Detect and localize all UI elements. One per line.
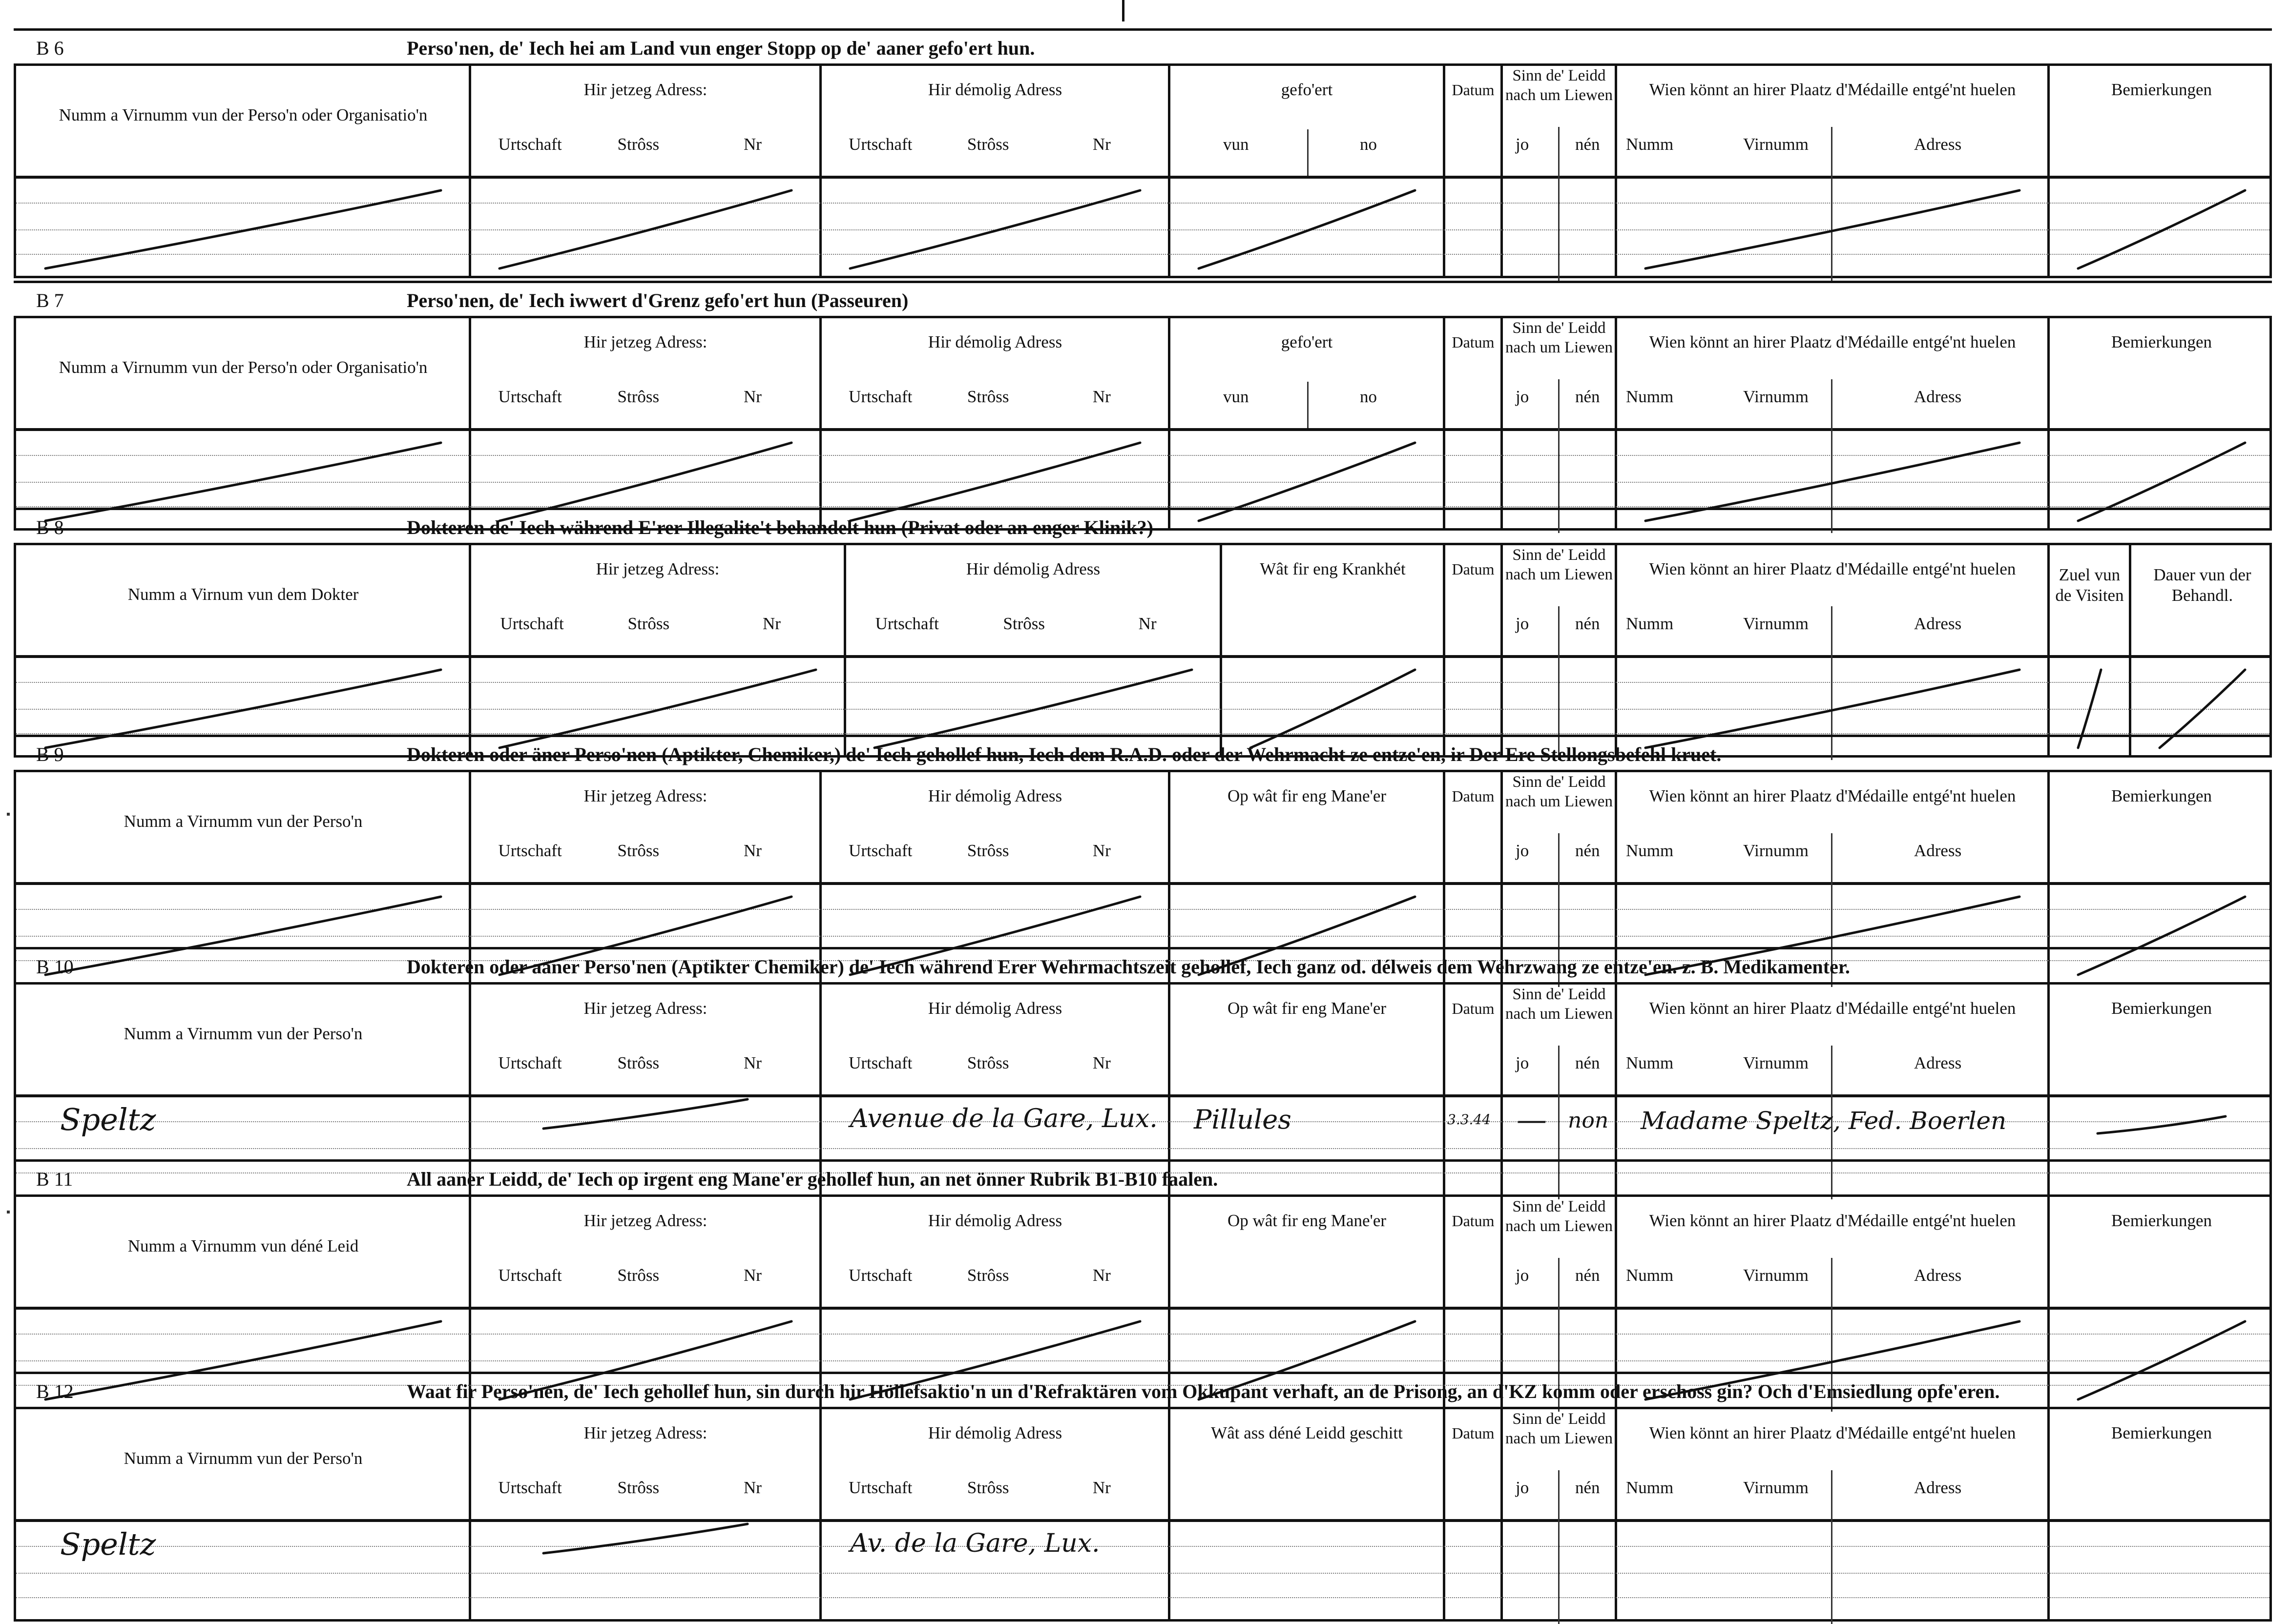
to-subheader: no xyxy=(1360,387,1377,406)
vun-no-divider xyxy=(1307,382,1309,428)
town-subheader: Urtschaft xyxy=(849,841,913,860)
remarks-column-header: Bemierkungen xyxy=(2111,80,2212,99)
remarks-column-header: Bemierkungen xyxy=(2111,1423,2212,1442)
handwritten-no: non xyxy=(1568,1108,1609,1133)
town-subheader: Urtschaft xyxy=(498,387,562,406)
cancel-stroke xyxy=(1641,185,2024,273)
firstname-subheader: Virnumm xyxy=(1743,1053,1809,1072)
margin-dot xyxy=(7,1211,10,1213)
section-title: Dokteren oder äner Perso'nen (Aptikter, Chemiker,) de' Iech gehollef hun, Iech dem R.A.D. oder der Wehrmacht ze entze'en, ir Der Ere Stellongsbefehl kruet. xyxy=(407,743,1722,765)
street-subheader: Strôss xyxy=(967,135,1009,154)
surname-subheader: Numm xyxy=(1626,841,1674,860)
cancel-stroke xyxy=(2073,185,2250,273)
number-subheader: Nr xyxy=(1092,1053,1111,1072)
section-code: B 10 xyxy=(36,956,74,978)
street-subheader: Strôss xyxy=(617,1266,660,1285)
no-subheader: nén xyxy=(1575,614,1600,633)
handwritten-yes: — xyxy=(1517,1102,1547,1137)
row-divider xyxy=(16,176,2269,179)
medal-name-divider xyxy=(1831,1470,1832,1624)
yes-subheader: jo xyxy=(1516,614,1529,633)
name-column-header: Numm a Virnumm vun der Perso'n xyxy=(124,1449,363,1468)
alive-column-header: Sinn de' Leidd nach um Liewen xyxy=(1505,67,1613,104)
visits-column-header: Zuel vun de Visiten xyxy=(2055,565,2124,605)
number-subheader: Nr xyxy=(1138,614,1157,633)
margin-dot xyxy=(7,813,10,816)
vun-no-divider xyxy=(1307,129,1309,176)
no-subheader: nén xyxy=(1575,135,1600,154)
section-code: B 6 xyxy=(36,37,64,59)
jo-nen-divider xyxy=(1558,1470,1560,1624)
cancel-stroke xyxy=(495,185,796,273)
no-subheader: nén xyxy=(1575,1266,1600,1285)
name-column-header: Numm a Virnumm vun der Perso'n oder Organisatio'n xyxy=(59,105,428,124)
row-divider xyxy=(16,428,2269,431)
section-title: All aaner Leidd, de' Iech op irgent eng Mane'er gehollef hun, an net önner Rubrik B1-B10 faalen. xyxy=(407,1168,1218,1190)
detail-column-header: Wât ass déné Leidd geschitt xyxy=(1211,1423,1403,1442)
section-header xyxy=(14,281,2272,317)
address-subheader: Adress xyxy=(1914,387,1962,406)
street-subheader: Strôss xyxy=(967,841,1009,860)
handwritten-former-address: Avenue de la Gare, Lux. xyxy=(850,1104,1158,1133)
to-subheader: no xyxy=(1360,135,1377,154)
street-subheader: Strôss xyxy=(617,135,660,154)
detail-column-header: Op wât fir eng Mane'er xyxy=(1227,786,1387,805)
former-address-header: Hir démolig Adress xyxy=(928,80,1062,99)
no-subheader: nén xyxy=(1575,841,1600,860)
handwritten-method: Pillules xyxy=(1194,1104,1291,1135)
town-subheader: Urtschaft xyxy=(849,1478,913,1497)
number-subheader: Nr xyxy=(744,1266,762,1285)
from-subheader: vun xyxy=(1223,135,1249,154)
row-divider xyxy=(16,1307,2269,1310)
alive-column-header: Sinn de' Leidd nach um Liewen xyxy=(1505,773,1613,810)
street-subheader: Strôss xyxy=(967,1478,1009,1497)
town-subheader: Urtschaft xyxy=(498,1266,562,1285)
section-code: B 7 xyxy=(36,289,64,311)
section-table xyxy=(14,1407,2272,1622)
cancel-stroke xyxy=(1194,185,1420,273)
row-divider xyxy=(16,882,2269,885)
form-section xyxy=(14,508,2272,758)
detail-column-header: gefo'ert xyxy=(1281,332,1333,351)
no-subheader: nén xyxy=(1575,1053,1600,1072)
section-code: B 11 xyxy=(36,1168,73,1190)
row-divider xyxy=(16,655,2269,658)
current-address-header: Hir jetzeg Adress: xyxy=(583,999,708,1018)
form-section xyxy=(14,28,2272,278)
street-subheader: Strôss xyxy=(627,614,670,633)
town-subheader: Urtschaft xyxy=(849,1266,913,1285)
street-subheader: Strôss xyxy=(967,387,1009,406)
date-column-header: Datum xyxy=(1452,1212,1495,1230)
remarks-column-header: Bemierkungen xyxy=(2111,999,2212,1018)
address-subheader: Adress xyxy=(1914,841,1962,860)
section-header xyxy=(14,735,2272,771)
section-header xyxy=(14,508,2272,544)
section-title: Perso'nen, de' Iech iwwert d'Grenz gefo'ert hun (Passeuren) xyxy=(407,289,909,311)
medal-column-header: Wien könnt an hirer Plaatz d'Médaille entgé'nt huelen xyxy=(1649,999,2016,1018)
no-subheader: nén xyxy=(1575,387,1600,406)
street-subheader: Strôss xyxy=(617,1053,660,1072)
surname-subheader: Numm xyxy=(1626,135,1674,154)
name-column-header: Numm a Virnumm vun der Perso'n oder Organisatio'n xyxy=(59,358,428,377)
address-subheader: Adress xyxy=(1914,614,1962,633)
medal-column-header: Wien könnt an hirer Plaatz d'Médaille entgé'nt huelen xyxy=(1649,1211,2016,1230)
name-column-header: Numm a Virnumm vun déné Leid xyxy=(127,1236,359,1255)
section-title: Dokteren oder aaner Perso'nen (Aptikter Chemiker) de' Iech während Erer Wehrmachtszeit gehollef, Iech ganz od. délweis dem Wehrzwang ze entze'en. z. B. Medikamenter. xyxy=(407,956,1850,978)
number-subheader: Nr xyxy=(1092,135,1111,154)
firstname-subheader: Virnumm xyxy=(1743,1478,1809,1497)
no-subheader: nén xyxy=(1575,1478,1600,1497)
section-title: Perso'nen, de' Iech hei am Land vun enger Stopp op de' aaner gefo'ert hun. xyxy=(407,37,1035,59)
former-address-header: Hir démolig Adress xyxy=(966,559,1101,578)
form-section xyxy=(14,1372,2272,1622)
number-subheader: Nr xyxy=(1092,1266,1111,1285)
section-header xyxy=(14,28,2272,65)
cancel-stroke xyxy=(539,1094,752,1133)
writing-line xyxy=(16,1148,2269,1149)
street-subheader: Strôss xyxy=(1003,614,1045,633)
number-subheader: Nr xyxy=(763,614,781,633)
detail-column-header: Wât fir eng Krankhét xyxy=(1260,559,1406,578)
yes-subheader: jo xyxy=(1516,135,1529,154)
handwritten-former-address: Av. de la Gare, Lux. xyxy=(850,1529,1100,1558)
former-address-header: Hir démolig Adress xyxy=(928,332,1062,351)
town-subheader: Urtschaft xyxy=(498,135,562,154)
number-subheader: Nr xyxy=(744,1053,762,1072)
jo-nen-divider xyxy=(1558,127,1560,281)
section-title: Dokteren de' Iech während E'rer Illegalite't behandelt hun (Privat oder an enger Klinik?) xyxy=(407,516,1153,538)
remarks-column-header: Bemierkungen xyxy=(2111,1211,2212,1230)
street-subheader: Strôss xyxy=(617,841,660,860)
town-subheader: Urtschaft xyxy=(849,1053,913,1072)
remarks-column-header: Bemierkungen xyxy=(2111,786,2212,805)
yes-subheader: jo xyxy=(1516,1266,1529,1285)
firstname-subheader: Virnumm xyxy=(1743,1266,1809,1285)
section-code: B 12 xyxy=(36,1380,74,1402)
firstname-subheader: Virnumm xyxy=(1743,614,1809,633)
medal-column-header: Wien könnt an hirer Plaatz d'Médaille entgé'nt huelen xyxy=(1649,332,2016,351)
number-subheader: Nr xyxy=(744,1478,762,1497)
current-address-header: Hir jetzeg Adress: xyxy=(583,332,708,351)
name-column-header: Numm a Virnum vun dem Dokter xyxy=(127,585,359,604)
date-column-header: Datum xyxy=(1452,560,1495,578)
alive-column-header: Sinn de' Leidd nach um Liewen xyxy=(1505,1198,1613,1235)
surname-subheader: Numm xyxy=(1626,387,1674,406)
section-title: Waat fir Perso'nen, de' Iech gehollef hun, sin durch hir Höllefsaktio'n un d'Refraktären vom Okkupant verhaft, an de Prisong, an d'KZ komm oder erschoss gin? Och d'Emsiedlung opfe'eren. xyxy=(407,1380,2000,1402)
cancel-stroke xyxy=(2093,1111,2230,1138)
column-divider xyxy=(1615,1409,1617,1619)
yes-subheader: jo xyxy=(1516,841,1529,860)
town-subheader: Urtschaft xyxy=(498,1478,562,1497)
column-divider xyxy=(1615,66,1617,276)
number-subheader: Nr xyxy=(1092,387,1111,406)
surname-subheader: Numm xyxy=(1626,1266,1674,1285)
address-subheader: Adress xyxy=(1914,135,1962,154)
street-subheader: Strôss xyxy=(967,1053,1009,1072)
cancel-stroke xyxy=(41,185,446,273)
address-subheader: Adress xyxy=(1914,1266,1962,1285)
firstname-subheader: Virnumm xyxy=(1743,387,1809,406)
town-subheader: Urtschaft xyxy=(498,1053,562,1072)
duration-column-header: Dauer vun der Behandl. xyxy=(2153,565,2251,605)
surname-subheader: Numm xyxy=(1626,1053,1674,1072)
top-margin-mark xyxy=(1122,0,1124,21)
section-header xyxy=(14,1372,2272,1408)
yes-subheader: jo xyxy=(1516,1478,1529,1497)
medal-column-header: Wien könnt an hirer Plaatz d'Médaille entgé'nt huelen xyxy=(1649,559,2016,578)
date-column-header: Datum xyxy=(1452,787,1495,805)
from-subheader: vun xyxy=(1223,387,1249,406)
date-column-header: Datum xyxy=(1452,333,1495,351)
name-column-header: Numm a Virnumm vun der Perso'n xyxy=(124,812,363,831)
current-address-header: Hir jetzeg Adress: xyxy=(583,786,708,805)
current-address-header: Hir jetzeg Adress: xyxy=(596,559,720,578)
writing-line xyxy=(16,1573,2269,1574)
cancel-stroke xyxy=(539,1519,752,1558)
surname-subheader: Numm xyxy=(1626,1478,1674,1497)
former-address-header: Hir démolig Adress xyxy=(928,999,1062,1018)
date-column-header: Datum xyxy=(1452,81,1495,99)
row-divider xyxy=(16,1519,2269,1522)
section-code: B 8 xyxy=(36,516,64,538)
street-subheader: Strôss xyxy=(967,1266,1009,1285)
alive-column-header: Sinn de' Leidd nach um Liewen xyxy=(1505,319,1613,356)
section-table xyxy=(14,316,2272,531)
writing-line xyxy=(16,1597,2269,1598)
handwritten-date: 3.3.44 xyxy=(1447,1111,1491,1128)
town-subheader: Urtschaft xyxy=(875,614,939,633)
writing-line xyxy=(16,1546,2269,1547)
column-divider xyxy=(1615,545,1617,755)
section-header xyxy=(14,1159,2272,1196)
town-subheader: Urtschaft xyxy=(849,387,913,406)
section-code: B 9 xyxy=(36,743,64,765)
town-subheader: Urtschaft xyxy=(500,614,564,633)
form-section xyxy=(14,281,2272,531)
yes-subheader: jo xyxy=(1516,387,1529,406)
former-address-header: Hir démolig Adress xyxy=(928,1423,1062,1442)
detail-column-header: Op wât fir eng Mane'er xyxy=(1227,1211,1387,1230)
medal-column-header: Wien könnt an hirer Plaatz d'Médaille entgé'nt huelen xyxy=(1649,1423,2016,1442)
current-address-header: Hir jetzeg Adress: xyxy=(583,80,708,99)
street-subheader: Strôss xyxy=(617,387,660,406)
section-header xyxy=(14,947,2272,984)
row-divider xyxy=(16,1094,2269,1097)
alive-column-header: Sinn de' Leidd nach um Liewen xyxy=(1505,986,1613,1023)
medal-column-header: Wien könnt an hirer Plaatz d'Médaille entgé'nt huelen xyxy=(1649,80,2016,99)
number-subheader: Nr xyxy=(744,135,762,154)
number-subheader: Nr xyxy=(744,387,762,406)
remarks-column-header: Bemierkungen xyxy=(2111,332,2212,351)
handwritten-name: Speltz xyxy=(60,1102,156,1137)
number-subheader: Nr xyxy=(1092,1478,1111,1497)
address-subheader: Adress xyxy=(1914,1478,1962,1497)
former-address-header: Hir démolig Adress xyxy=(928,786,1062,805)
former-address-header: Hir démolig Adress xyxy=(928,1211,1062,1230)
handwritten-name: Speltz xyxy=(60,1526,156,1562)
date-column-header: Datum xyxy=(1452,1000,1495,1017)
firstname-subheader: Virnumm xyxy=(1743,135,1809,154)
surname-subheader: Numm xyxy=(1626,614,1674,633)
cancel-stroke xyxy=(845,185,1145,273)
date-column-header: Datum xyxy=(1452,1424,1495,1442)
town-subheader: Urtschaft xyxy=(849,135,913,154)
address-subheader: Adress xyxy=(1914,1053,1962,1072)
handwritten-medal-recipient: Madame Speltz, Fed. Boerlen xyxy=(1641,1107,2007,1135)
yes-subheader: jo xyxy=(1516,1053,1529,1072)
current-address-header: Hir jetzeg Adress: xyxy=(583,1211,708,1230)
section-table xyxy=(14,63,2272,278)
current-address-header: Hir jetzeg Adress: xyxy=(583,1423,708,1442)
section-table xyxy=(14,543,2272,758)
alive-column-header: Sinn de' Leidd nach um Liewen xyxy=(1505,546,1613,583)
alive-column-header: Sinn de' Leidd nach um Liewen xyxy=(1505,1410,1613,1447)
detail-column-header: Op wât fir eng Mane'er xyxy=(1227,999,1387,1018)
medal-column-header: Wien könnt an hirer Plaatz d'Médaille entgé'nt huelen xyxy=(1649,786,2016,805)
name-column-header: Numm a Virnumm vun der Perso'n xyxy=(124,1024,363,1043)
number-subheader: Nr xyxy=(1092,841,1111,860)
number-subheader: Nr xyxy=(744,841,762,860)
firstname-subheader: Virnumm xyxy=(1743,841,1809,860)
street-subheader: Strôss xyxy=(617,1478,660,1497)
detail-column-header: gefo'ert xyxy=(1281,80,1333,99)
town-subheader: Urtschaft xyxy=(498,841,562,860)
column-divider xyxy=(1615,318,1617,528)
